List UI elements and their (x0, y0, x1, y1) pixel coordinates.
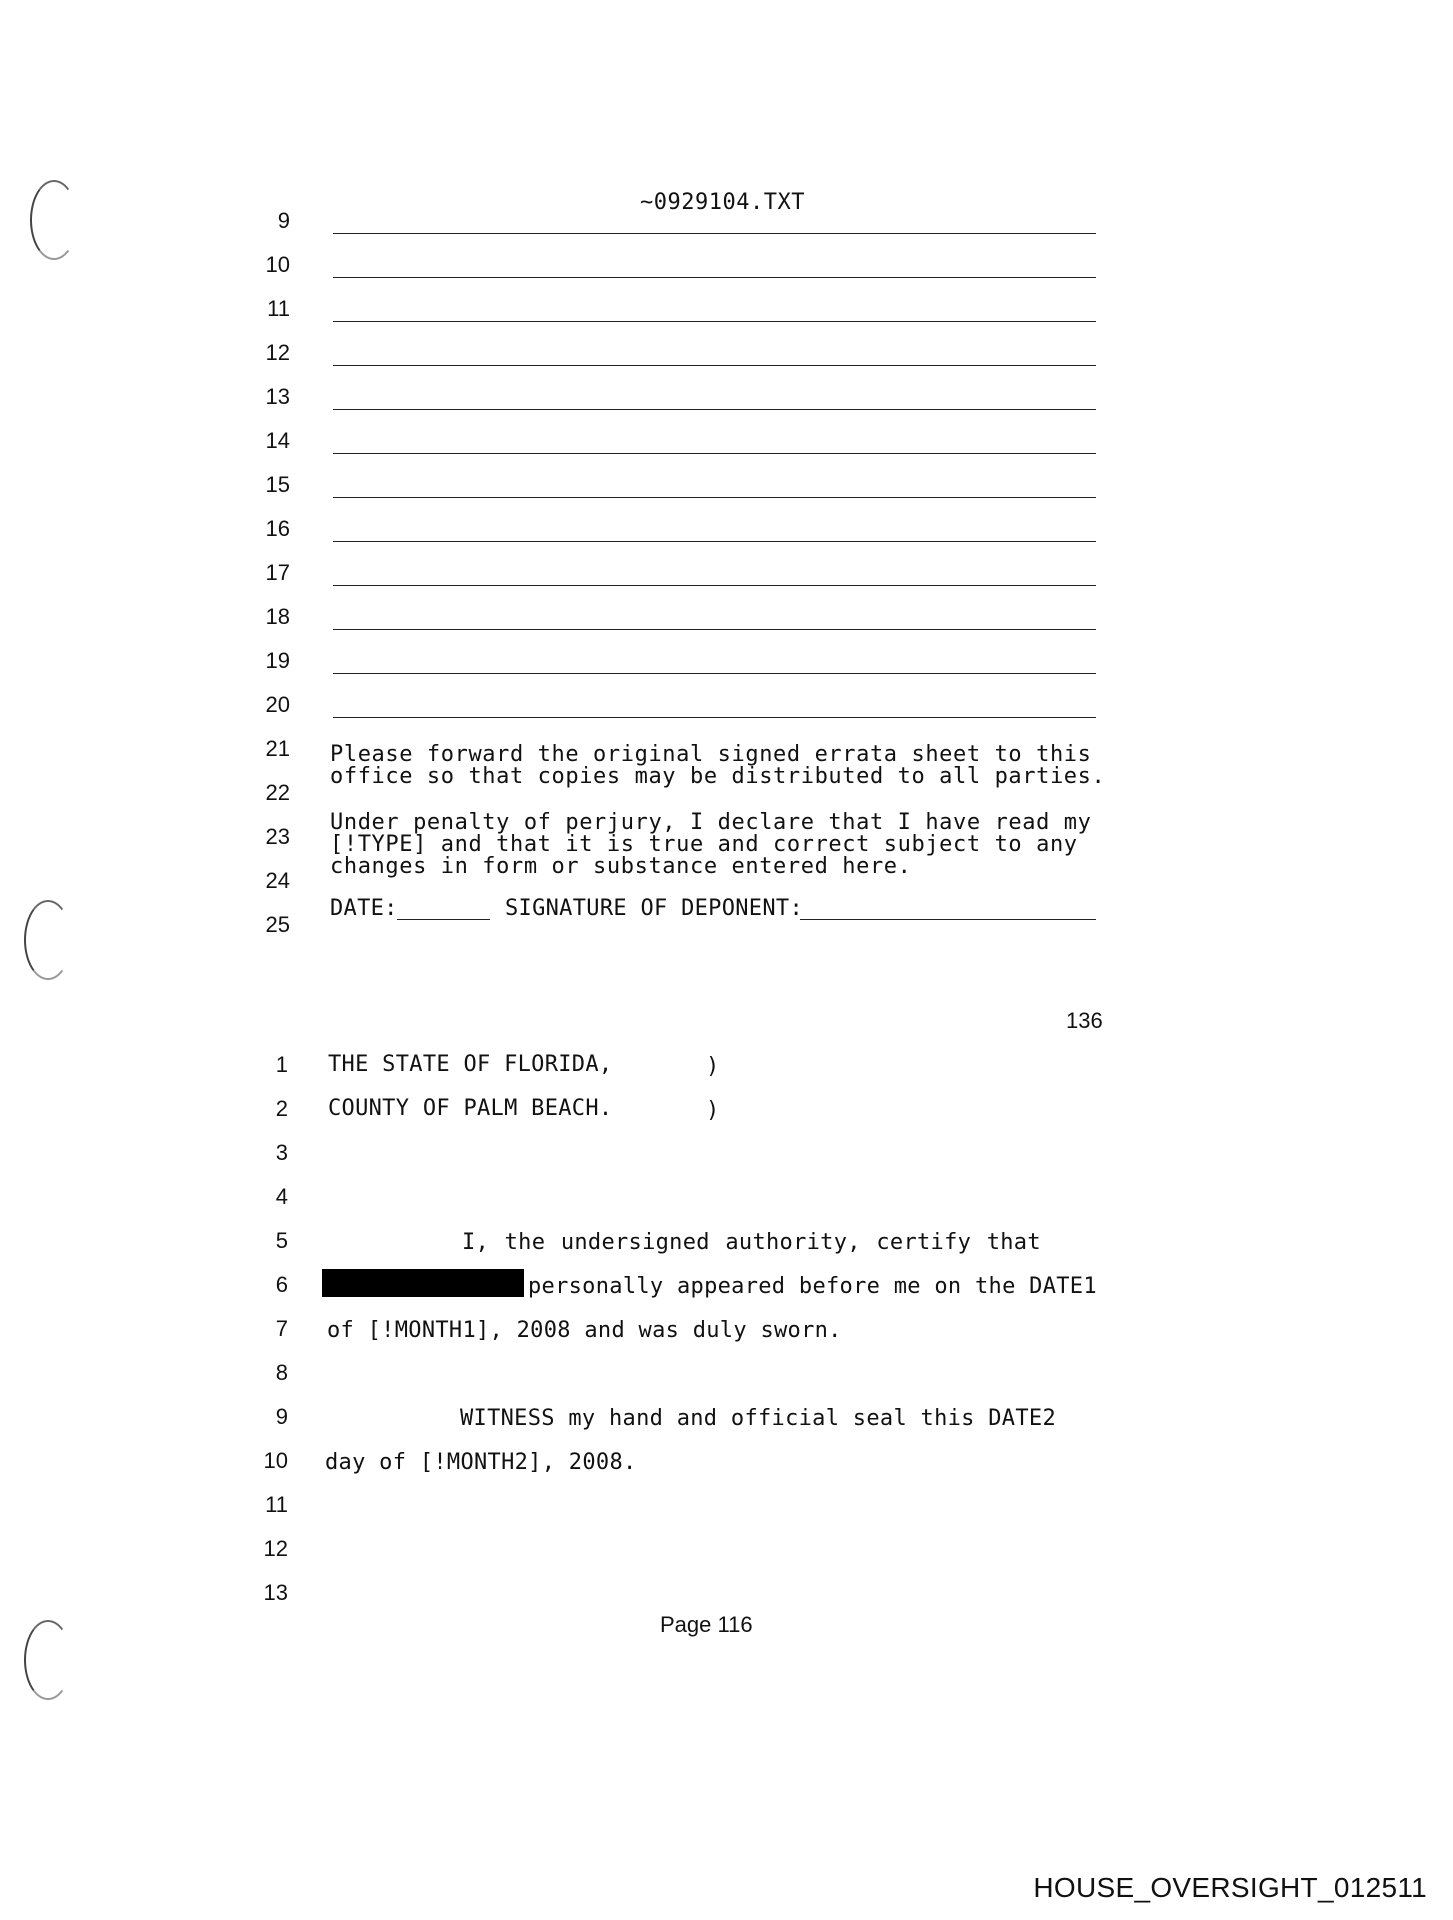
date-label: DATE: (330, 896, 398, 921)
line-number: 13 (263, 1580, 288, 1605)
errata-blank-line (333, 629, 1096, 630)
signature-blank-line (800, 919, 1096, 920)
errata-blank-line (333, 233, 1096, 234)
hole-punch-top (30, 180, 78, 260)
line-number: 20 (265, 692, 290, 717)
errata-blank-line (333, 321, 1096, 322)
errata-blank-line (333, 365, 1096, 366)
transcript-page-number: 136 (1066, 1008, 1103, 1033)
line-number: 25 (265, 912, 290, 937)
line-number: 11 (267, 296, 290, 321)
errata-blank-line (333, 409, 1096, 410)
line-number: 5 (275, 1228, 288, 1253)
line-number: 8 (275, 1360, 288, 1385)
line-number: 1 (275, 1052, 288, 1077)
line-number: 9 (275, 1404, 288, 1429)
bates-id: HOUSE_OVERSIGHT_012511 (1033, 1872, 1427, 1903)
errata-blank-line (333, 541, 1096, 542)
line-number: 9 (277, 208, 290, 233)
state-line: THE STATE OF FLORIDA, (328, 1052, 613, 1077)
hole-punch-bottom (24, 1620, 72, 1700)
line-number: 15 (265, 472, 290, 497)
errata-blank-line (333, 277, 1096, 278)
county-paren: ) (706, 1098, 720, 1123)
signature-label: SIGNATURE OF DEPONENT: (505, 896, 803, 921)
line-number: 21 (265, 736, 290, 761)
line-number: 23 (265, 824, 290, 849)
line-number: 17 (265, 560, 290, 585)
appeared-line: personally appeared before me on the DATE1 (528, 1274, 1097, 1299)
witness-date-line: day of [!MONTH2], 2008. (325, 1450, 637, 1475)
line-number: 13 (265, 384, 290, 409)
sworn-line: of [!MONTH1], 2008 and was duly sworn. (327, 1318, 842, 1343)
line-number: 14 (265, 428, 290, 453)
line-number: 6 (275, 1272, 288, 1297)
state-paren: ) (706, 1054, 720, 1079)
date-blank-line (397, 919, 490, 920)
errata-blank-line (333, 497, 1096, 498)
errata-blank-line (333, 453, 1096, 454)
line-number: 2 (275, 1096, 288, 1121)
certify-line: I, the undersigned authority, certify that (462, 1230, 1041, 1255)
forward-note: Please forward the original signed errata sheet to this office so that copies may be distributed to all parties. (330, 742, 1106, 789)
errata-blank-line (333, 673, 1096, 674)
line-number: 12 (265, 340, 290, 365)
witness-line: WITNESS my hand and official seal this DATE2 (460, 1406, 1056, 1431)
line-number: 24 (265, 868, 290, 893)
line-number: 10 (263, 1448, 288, 1473)
line-number: 12 (263, 1536, 288, 1561)
line-number: 19 (265, 648, 290, 673)
page-label: Page 116 (660, 1612, 753, 1637)
errata-blank-line (333, 585, 1096, 586)
line-number: 16 (265, 516, 290, 541)
county-line: COUNTY OF PALM BEACH. (328, 1096, 613, 1121)
line-number: 4 (275, 1184, 288, 1209)
line-number: 11 (265, 1492, 288, 1517)
line-number: 10 (265, 252, 290, 277)
hole-punch-middle (24, 900, 72, 980)
line-number: 7 (275, 1316, 288, 1341)
line-number: 22 (265, 780, 290, 805)
line-number: 3 (275, 1140, 288, 1165)
redaction-block (322, 1269, 524, 1297)
file-name-header: ~0929104.TXT (640, 190, 805, 215)
line-number: 18 (265, 604, 290, 629)
errata-blank-line (333, 717, 1096, 718)
perjury-statement: Under penalty of perjury, I declare that I have read my [!TYPE] and that it is true and correct subject to any changes in form or substance entered here. (330, 810, 1092, 879)
